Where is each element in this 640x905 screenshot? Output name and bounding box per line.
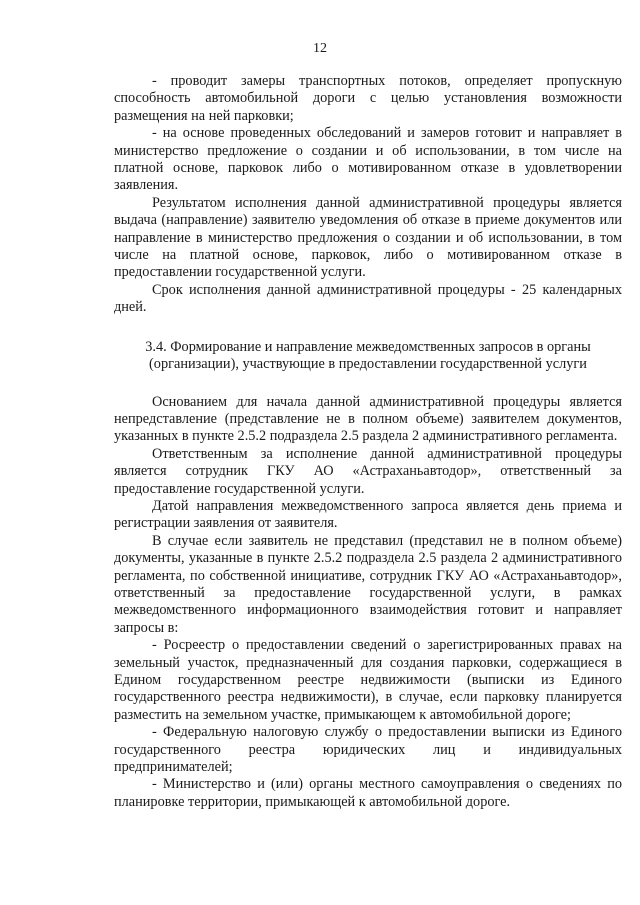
paragraph-7: Датой направления межведомственного запроса является день приема и регистрации заявления от заявителя. bbox=[114, 497, 622, 532]
list-item-ministry: - Министерство и (или) органы местного самоуправления о сведениях по планировке территории, примыкающей к автомобильной дороге. bbox=[114, 776, 622, 810]
paragraph-1: - проводит замеры транспортных потоков, определяет пропускную способность автомобильной дороги с целью установления возможности размещения на ней парковки; bbox=[114, 73, 622, 124]
paragraph-8: В случае если заявитель не представил (представил не в полном объеме) документы, указанные в пункте 2.5.2 подраздела 2.5 раздела 2 административного регламента, по собственной инициативе, сотрудник ГКУ АО «Астраханьавтодор», ответственный за предоставление государственной услуги, в рамках межведомственного информационного взаимодействия готовит и направляет запросы в: bbox=[114, 532, 622, 636]
paragraph-5: Основанием для начала данной административной процедуры является непредставление (представление не в полном объеме) заявителем документов, указанных в пункте 2.5.2 подраздела 2.5 раздела 2 административного регламента. bbox=[114, 393, 622, 445]
paragraph-4: Срок исполнения данной административной процедуры - 25 календарных дней. bbox=[114, 281, 622, 316]
list-item-tax-service: - Федеральную налоговую службу о предоставлении выписки из Единого государственного реестра юридических лиц и индивидуальных предпринимателей; bbox=[114, 724, 622, 776]
paragraph-6: Ответственным за исполнение данной административной процедуры является сотрудник ГКУ АО «Астраханьавтодор», ответственный за предоставление государственной услуги. bbox=[114, 445, 622, 497]
page-number: 12 bbox=[313, 41, 327, 56]
paragraph-2: - на основе проведенных обследований и замеров готовит и направляет в министерство предложение о создании и об использовании, в том числе на платной основе, парковок либо о мотивированном отказе в удовлетворении заявления. bbox=[114, 125, 622, 194]
paragraph-3: Результатом исполнения данной административной процедуры является выдача (направление) заявителю уведомления об отказе в приеме документов или направление в министерство предложения о создании и об использовании, в том числе на платной основе, парковок, либо о мотивированном отказе в предоставлении государственной услуги. bbox=[114, 194, 622, 281]
list-item-rosreestr: - Росреестр о предоставлении сведений о зарегистрированных правах на земельный участок, предназначенный для создания парковки, содержащиеся в Едином государственном реестре недвижимости (выписки из Единого государственного реестра недвижимости), в случае, если парковку планируется разместить на земельном участке, примыкающем к автомобильной дороге; bbox=[114, 637, 622, 723]
document-body bbox=[114, 73, 622, 811]
section-heading: 3.4. Формирование и направление межведомственных запросов в органы (организации), участвующие в предоставлении государственной услуги bbox=[145, 338, 591, 373]
